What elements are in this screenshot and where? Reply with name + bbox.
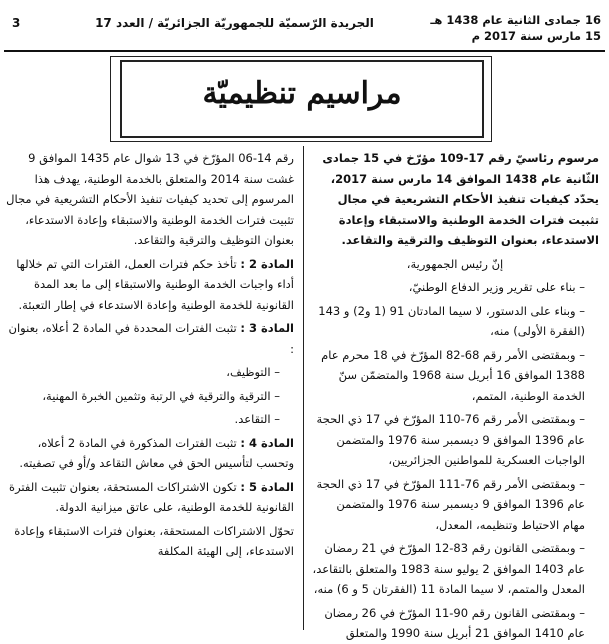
- visa-item: – وبمقتضى الأمر رقم 76-110 المؤرّخ في 17 ذي الحجة عام 1396 الموافق 9 ديسمبر سنة 1976 والمتضمن الواجبات العسكرية للمواطنين الجزائريين،: [316, 412, 585, 467]
- article-text: تأخذ حكم فترات العمل، الفترات التي تم خلالها أداء واجبات الخدمة الوطنية والاستبقاء إلى ما بعد المدة القانونية للخدمة الوطنية وإعادة الاستدعاء في إطار التعبئة.: [16, 256, 294, 312]
- section-banner: [120, 60, 484, 138]
- article-text: تثبت الفترات المذكورة في المادة 2 أعلاه، وتحسب لتأسيس الحق في معاش التقاعد و/أو في تصفيته.: [19, 435, 294, 470]
- left-column: [6, 148, 294, 630]
- decree-title: مرسوم رئاسيّ رقم 17-109 مؤرّخ في 15 جمادى الثّانية عام 1438 الموافق 14 مارس سنة 2017، يحدّد كيفيات تنفيذ الأحكام التشريعية في مجال تثبيت فترات الخدمة الوطنية والاستبقاء وإعادة الاستدعاء، بعنوان التوظيف والترقية والتقاعد.: [322, 151, 599, 247]
- article-2: [6, 254, 294, 316]
- column-divider: [303, 146, 304, 630]
- header-divider: [4, 50, 605, 52]
- header-date: [401, 12, 601, 44]
- header-date-gregorian: 15 مارس سنة 2017 م: [471, 29, 601, 43]
- header-date-hijri: 16 جمادى الثانية عام 1438 هـ: [430, 13, 601, 27]
- article-text: تكون الاشتراكات المستحقة، بعنوان تثبيت الفترة القانونية للخدمة الوطنية، على عاتق ميزانية الدولة.: [9, 479, 294, 514]
- right-column: [311, 148, 599, 640]
- page-header: [4, 6, 605, 50]
- section-title: مراسيم تنظيميّة: [202, 76, 402, 111]
- article-label: المادة 5 :: [240, 479, 294, 494]
- visa-item: – وبمقتضى الأمر رقم 68-82 المؤرّخ في 18 محرم عام 1388 الموافق 16 أبريل سنة 1968 والمتضمّن سنّ الخدمة الوطنية، المتمم،: [321, 347, 585, 403]
- article-text: تثبت الفترات المحددة في المادة 2 أعلاه، بعنوان :: [8, 321, 294, 356]
- list-item: – الترقية والترقية في الرتبة وتثمين الخبرة المهنية،: [42, 388, 280, 403]
- article-5: [6, 477, 294, 518]
- visa-item: – بناء على تقرير وزير الدفاع الوطنيّ،: [408, 280, 585, 294]
- list-item: – التوظيف،: [226, 365, 280, 379]
- visa-item: – وبناء على الدستور، لا سيما المادتان 91 (1 و2) و 143 (الفقرة الأولى) منه،: [318, 303, 585, 338]
- paragraph: تحوّل الاشتراكات المستحقة، بعنوان فترات الاستبقاء وإعادة الاستدعاء، إلى الهيئة المكلفة: [14, 523, 294, 558]
- article-4: [6, 433, 294, 474]
- article-label: المادة 2 :: [240, 256, 294, 271]
- paragraph: رقم 14-06 المؤرّخ في 13 شوال عام 1435 الموافق 9 غشت سنة 2014 والمتعلق بالخدمة الوطنية، يهدف هذا المرسوم إلى تحديد كيفيات تنفيذ الأحكام التشريعية في مجال تثبيت فترات الخدمة الوطنية والاستبقاء وإعادة الاستدعاء، بعنوان التوظيف والترقية والتقاعد.: [6, 151, 294, 247]
- journal-title: الجريدة الرّسميّة للجمهوريّة الجزائريّة / العدد 17: [95, 16, 374, 30]
- article-3: [6, 318, 294, 359]
- page-number: 3: [12, 16, 21, 30]
- decree-intro: إنّ رئيس الجمهورية،: [406, 256, 504, 271]
- visa-item: – وبمقتضى القانون رقم 83-12 المؤرّخ في 21 رمضان عام 1403 الموافق 2 يوليو سنة 1983 والمتعلق بالتقاعد، المعدل والمتمم، لا سيما المادة 11 (الفقرتان 5 و 6) منه،: [312, 541, 585, 596]
- visa-item: – وبمقتضى القانون رقم 90-11 المؤرّخ في 26 رمضان عام 1410 الموافق 21 أبريل سنة 1990 والمتعلق: [324, 605, 585, 640]
- list-item: – التقاعد.: [234, 412, 280, 426]
- visa-item: – وبمقتضى الأمر رقم 76-111 المؤرّخ في 17 ذي الحجة عام 1396 الموافق 9 ديسمبر سنة 1976 والمتضمن مهام الاحتياط وتنظيمه، المعدل،: [316, 476, 585, 532]
- article-label: المادة 4 :: [240, 435, 294, 450]
- article-label: المادة 3 :: [240, 321, 294, 335]
